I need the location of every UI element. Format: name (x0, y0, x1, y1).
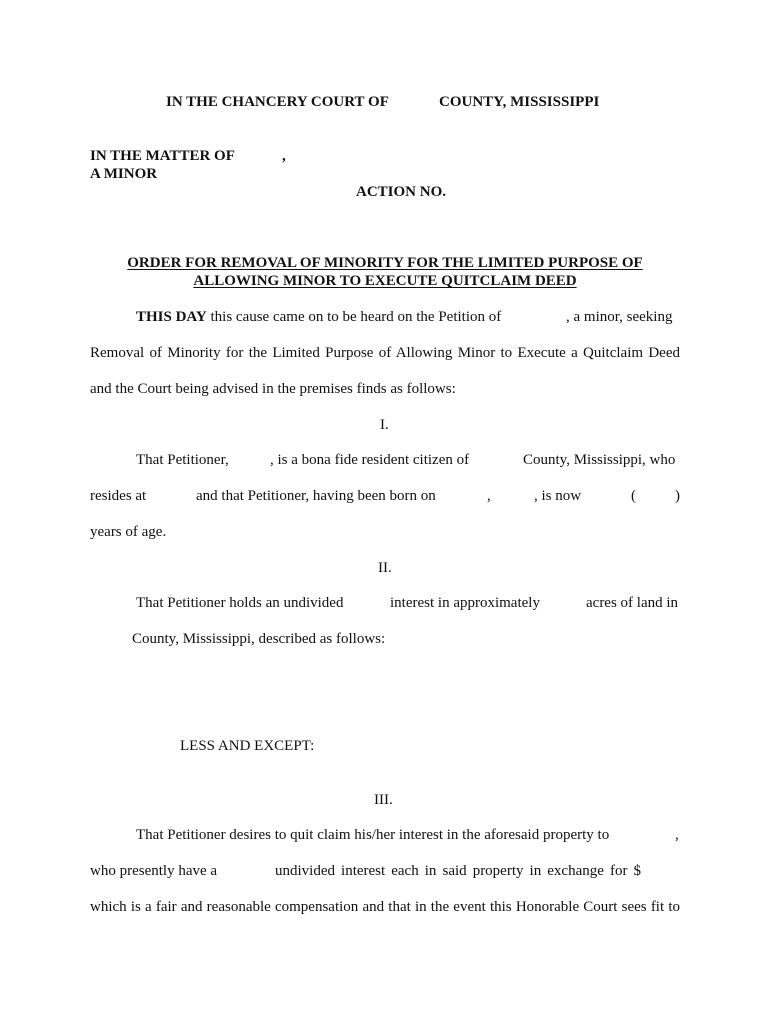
intro-line-1-tail: , a minor, seeking (566, 309, 673, 325)
section-3-line-2-b: undivided interest each in said property in exchange for $ (275, 863, 641, 879)
section-2-line-1-c: acres of land in (586, 595, 679, 611)
section-1-line-1-c: County, Mississippi, who (523, 452, 676, 468)
court-caption-left: IN THE CHANCERY COURT OF (166, 94, 389, 110)
section-2-line-1-a: That Petitioner holds an undivided (136, 595, 344, 611)
action-number-label: ACTION NO. (356, 184, 447, 200)
order-title-line-1: ORDER FOR REMOVAL OF MINORITY FOR THE LIMITED PURPOSE OF (127, 255, 643, 271)
section-1-line-2-d: , is now (534, 488, 582, 504)
order-title-line-2: ALLOWING MINOR TO EXECUTE QUITCLAIM DEED (193, 273, 577, 289)
section-2-numeral: II. (378, 560, 392, 576)
minor-label: A MINOR (90, 166, 158, 182)
section-1-line-2-f: ) (675, 488, 680, 504)
section-3-line-3: which is a fair and reasonable compensation and that in the event this Honorable Court sees fit to (90, 899, 680, 915)
court-caption-right: COUNTY, MISSISSIPPI (439, 94, 600, 110)
section-1-line-2-c: , (487, 488, 491, 504)
matter-comma: , (282, 148, 286, 164)
intro-rest: this cause came on to be heard on the Petition of (210, 309, 502, 325)
section-2-line-1-b: interest in approximately (390, 595, 540, 611)
section-1-line-2-e: ( (631, 488, 636, 504)
section-1-line-2-b: and that Petitioner, having been born on (196, 488, 436, 504)
intro-line-3: and the Court being advised in the premises finds as follows: (90, 381, 456, 397)
section-1-line-1-a: That Petitioner, (136, 452, 229, 468)
section-3-line-1-b: , (675, 827, 679, 843)
section-1-line-3: years of age. (90, 524, 167, 540)
intro-lead: THIS DAY (136, 309, 207, 325)
section-3-line-1-a: That Petitioner desires to quit claim his/her interest in the aforesaid property to (136, 827, 610, 843)
intro-line-2: Removal of Minority for the Limited Purpose of Allowing Minor to Execute a Quitclaim Deed (90, 345, 680, 361)
section-1-line-1-b: , is a bona fide resident citizen of (270, 452, 470, 468)
less-and-except-heading: LESS AND EXCEPT: (180, 738, 315, 754)
section-2-line-2: County, Mississippi, described as follows: (132, 631, 386, 647)
section-1-line-2-a: resides at (90, 488, 147, 504)
section-3-numeral: III. (374, 792, 393, 808)
section-1-numeral: I. (380, 417, 389, 433)
section-3-line-2-a: who presently have a (90, 863, 218, 879)
matter-label: IN THE MATTER OF (90, 148, 235, 164)
intro-line-1 (136, 308, 501, 326)
